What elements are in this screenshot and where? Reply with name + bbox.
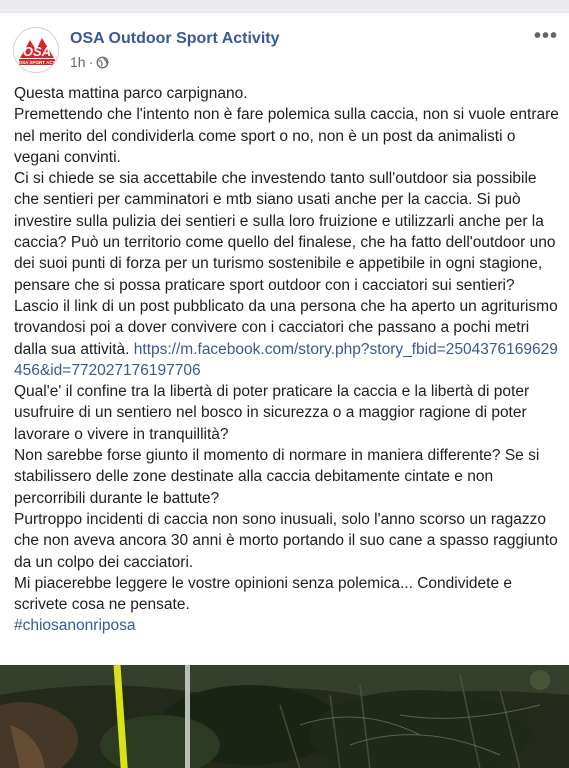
post-paragraph: Purtroppo incidenti di caccia non sono inusuali, solo l'anno scorso un ragazzo che non aveva ancora 30 anni è morto portando il suo cane a spasso raggiunto da un colpo dei cacciatori. xyxy=(14,510,558,571)
forest-trail-photo xyxy=(0,665,569,768)
post-body xyxy=(14,83,559,637)
post-meta xyxy=(70,54,109,70)
post-paragraph: Mi piacerebbe leggere le vostre opinioni senza polemica... Condividete e scrivete cosa ne pensate. xyxy=(14,574,513,614)
more-options-icon[interactable]: ••• xyxy=(533,25,558,47)
page-name-link[interactable]: OSA Outdoor Sport Activity xyxy=(70,30,280,47)
post-paragraph: Non sarebbe forse giunto il momento di normare in maniera differente? Se si stabilissero delle zone destinate alla caccia debitamente cintate e non percorribili durante le battute? xyxy=(14,447,540,507)
link-paragraph-text: Lascio il link di un post pubblicato da una persona che ha aperto un agriturismo trovandosi poi a dover convivere con i cacciatori che passano a pochi metri dalla sua attività. xyxy=(14,297,558,358)
post-paragraph: Ci si chiede se sia accettabile che investendo tanto sull'outdoor sia possibile che sentieri per camminatori e mtb siano usati anche per la caccia. Si può investire sulla pulizia dei sentieri e sulla loro fruizione e utilizzarli anche per la caccia? Può un territorio come quello del finalese, che ha fatto dell'outdoor uno dei suoi punti di forza per un turismo sostenibile e appetibile in ogni stagione, pensare che si possa praticare sport outdoor con i cacciatori sui sentieri? xyxy=(14,170,556,294)
post-header xyxy=(13,27,558,77)
post-paragraph: Qual'e' il confine tra la libertà di poter praticare la caccia e la libertà di poter usufruire di un sentiero nel bosco in sicurezza o a maggior ragione di poter lavorare o vivere in tranquillità? xyxy=(14,383,530,443)
svg-text:OSA: OSA xyxy=(22,44,52,59)
story-link[interactable]: https://m.facebook.com/story.php?story_fbid=2504376169629456&id=772027176197706 xyxy=(14,340,558,379)
post-card xyxy=(0,12,569,768)
hashtag-link[interactable]: #chiosanonriposa xyxy=(14,617,136,635)
globe-icon[interactable] xyxy=(96,56,109,69)
post-paragraph: Premettendo che l'intento non è fare polemica sulla caccia, non si vuole entrare nel merito del condividerla come sport o no, non è un post da animalisti o vegani convinti. xyxy=(14,106,559,166)
post-photo[interactable] xyxy=(0,665,569,768)
page-avatar[interactable] xyxy=(13,27,59,73)
post-time[interactable]: 1h xyxy=(70,54,86,70)
post-paragraph-with-link xyxy=(14,296,559,381)
osa-logo-icon xyxy=(14,28,59,73)
post-paragraph: Questa mattina parco carpignano. xyxy=(14,85,248,102)
meta-separator: · xyxy=(88,54,94,70)
svg-text:OSA SPORT ACT: OSA SPORT ACT xyxy=(18,60,56,65)
